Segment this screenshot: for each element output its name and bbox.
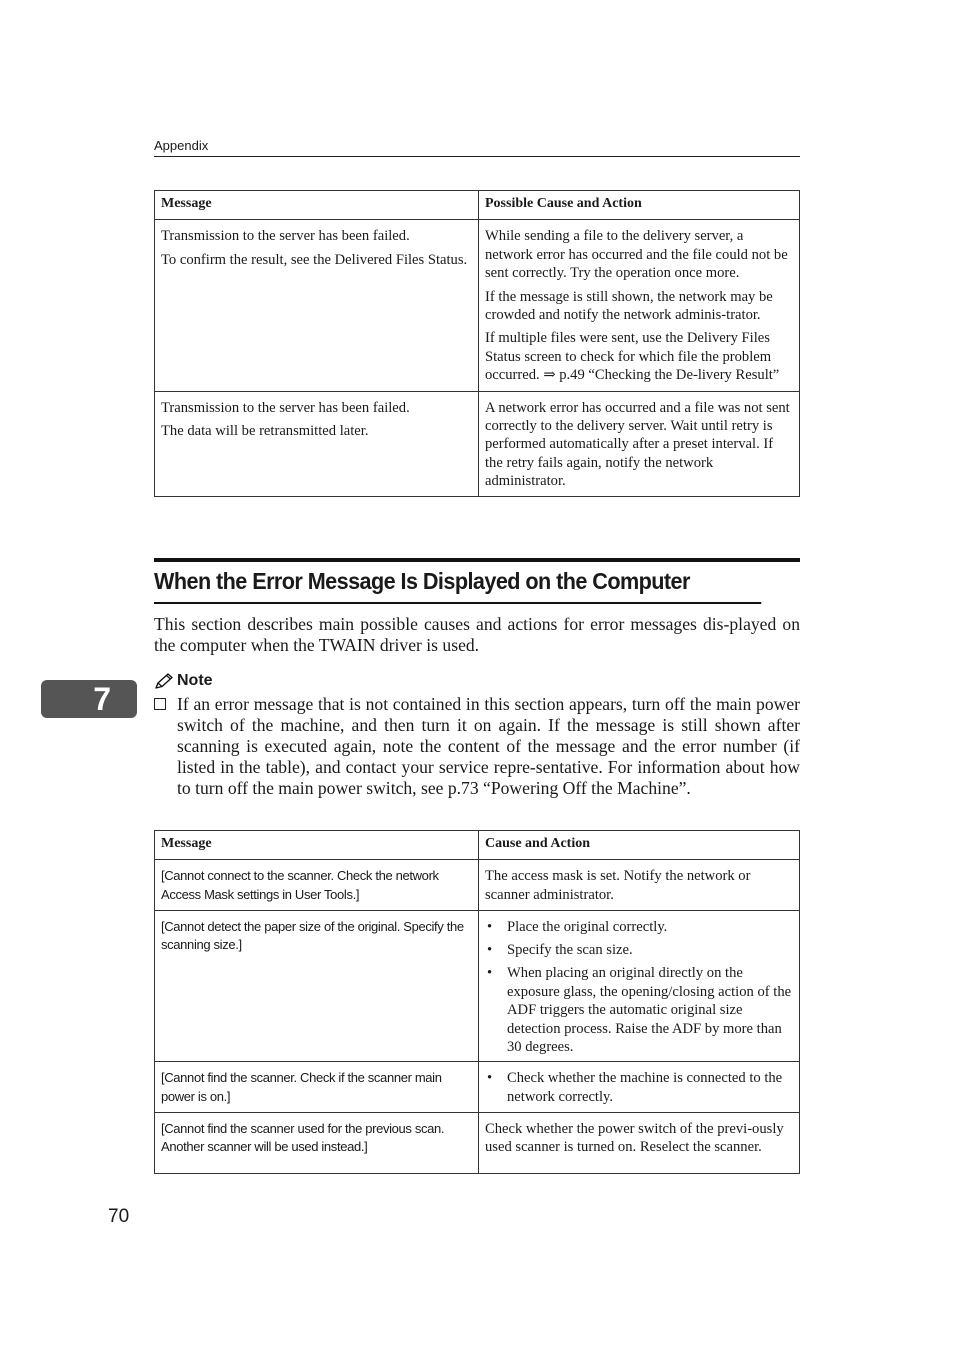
note-text: If an error message that is not contained in this section appears, turn off the main power switch of the machine, and then turn it on again. If the message is still shown after scanning is executed again, note the content of the message and the error number (if listed in the table), and contact your service repre-sentative. For information about how to turn off the main power switch, see p.73 “Powering Off the Machine”.	[177, 694, 800, 798]
bullet-icon: •	[487, 1070, 493, 1087]
action-cell: Check whether the power switch of the previ-ously used scanner is turned on. Reselect the scanner.	[479, 1112, 800, 1173]
note-heading	[154, 670, 213, 692]
action-paragraph: If multiple files were sent, use the Delivery Files Status screen to check for which file the problem occurred. ⇒ p.49 “Checking the De-livery Result”	[485, 330, 780, 384]
action-cell	[479, 910, 800, 1062]
message-cell	[155, 391, 479, 496]
message-line: Transmission to the server has been failed.	[161, 228, 410, 245]
message-line: The data will be retransmitted later.	[161, 423, 369, 440]
column-header-cause: Possible Cause and Action	[479, 191, 800, 220]
section-title: When the Error Message Is Displayed on the Computer	[154, 568, 761, 604]
table-row	[155, 910, 800, 1062]
message-line: To confirm the result, see the Delivered Files Status.	[161, 251, 468, 268]
checkbox-bullet-icon	[154, 698, 166, 710]
action-cell	[479, 1062, 800, 1112]
table-row	[155, 391, 800, 496]
action-paragraph: A network error has occurred and a file was not sent correctly to the delivery server. Wait until retry is performed automatically after a preset interval. If the retry fails again, notify the network administrator.	[485, 399, 790, 490]
error-table-computer	[154, 830, 800, 1174]
message-cell: [Cannot connect to the scanner. Check the network Access Mask settings in User Tools.]	[155, 860, 479, 910]
note-item	[154, 694, 800, 799]
table-row	[155, 1062, 800, 1112]
note-label: Note	[177, 672, 213, 689]
action-cell	[479, 220, 800, 391]
running-header-title: Appendix	[154, 138, 209, 153]
message-line: Transmission to the server has been failed.	[161, 399, 410, 416]
action-list	[485, 1069, 793, 1106]
list-item: • Place the original correctly.	[487, 918, 668, 935]
bullet-icon: •	[487, 942, 493, 958]
message-cell: [Cannot detect the paper size of the original. Specify the scanning size.]	[155, 910, 479, 1062]
bullet-icon: •	[487, 918, 493, 935]
table-header-row	[155, 831, 800, 860]
bullet-icon: •	[487, 965, 493, 982]
message-cell	[155, 220, 479, 391]
section-intro: This section describes main possible causes and actions for error messages dis-played on the computer when the TWAIN driver is used.	[154, 614, 800, 655]
list-item: • Specify the scan size.	[487, 942, 633, 958]
table-header-row	[155, 191, 800, 220]
table-row	[155, 220, 800, 391]
action-cell	[479, 391, 800, 496]
column-header-message: Message	[155, 831, 479, 860]
action-cell: The access mask is set. Notify the network or scanner administrator.	[479, 860, 800, 910]
message-cell: [Cannot find the scanner. Check if the scanner main power is on.]	[155, 1062, 479, 1112]
column-header-cause: Cause and Action	[479, 831, 800, 860]
pencil-icon	[154, 673, 174, 689]
chapter-tab: 7	[41, 680, 137, 718]
list-item: • Check whether the machine is connected to the network correctly.	[487, 1070, 783, 1105]
action-paragraph: While sending a file to the delivery server, a network error has occurred and the file could not be sent correctly. Try the operation once more.	[485, 228, 788, 282]
table-row	[155, 860, 800, 910]
error-table-scanner	[154, 190, 800, 497]
section-top-rule	[154, 558, 800, 562]
page-number: 70	[108, 1206, 130, 1227]
table-row	[155, 1112, 800, 1173]
running-header	[154, 138, 800, 157]
message-cell: [Cannot find the scanner used for the previous scan. Another scanner will be used instead.]	[155, 1112, 479, 1173]
action-list	[485, 918, 793, 1057]
action-paragraph: If the message is still shown, the network may be crowded and notify the network adminis-trator.	[485, 288, 773, 324]
column-header-message: Message	[155, 191, 479, 220]
list-item: • When placing an original directly on the exposure glass, the opening/closing action of the ADF triggers the automatic original size detection process. Raise the ADF by more than 30 degrees.	[487, 965, 792, 1056]
